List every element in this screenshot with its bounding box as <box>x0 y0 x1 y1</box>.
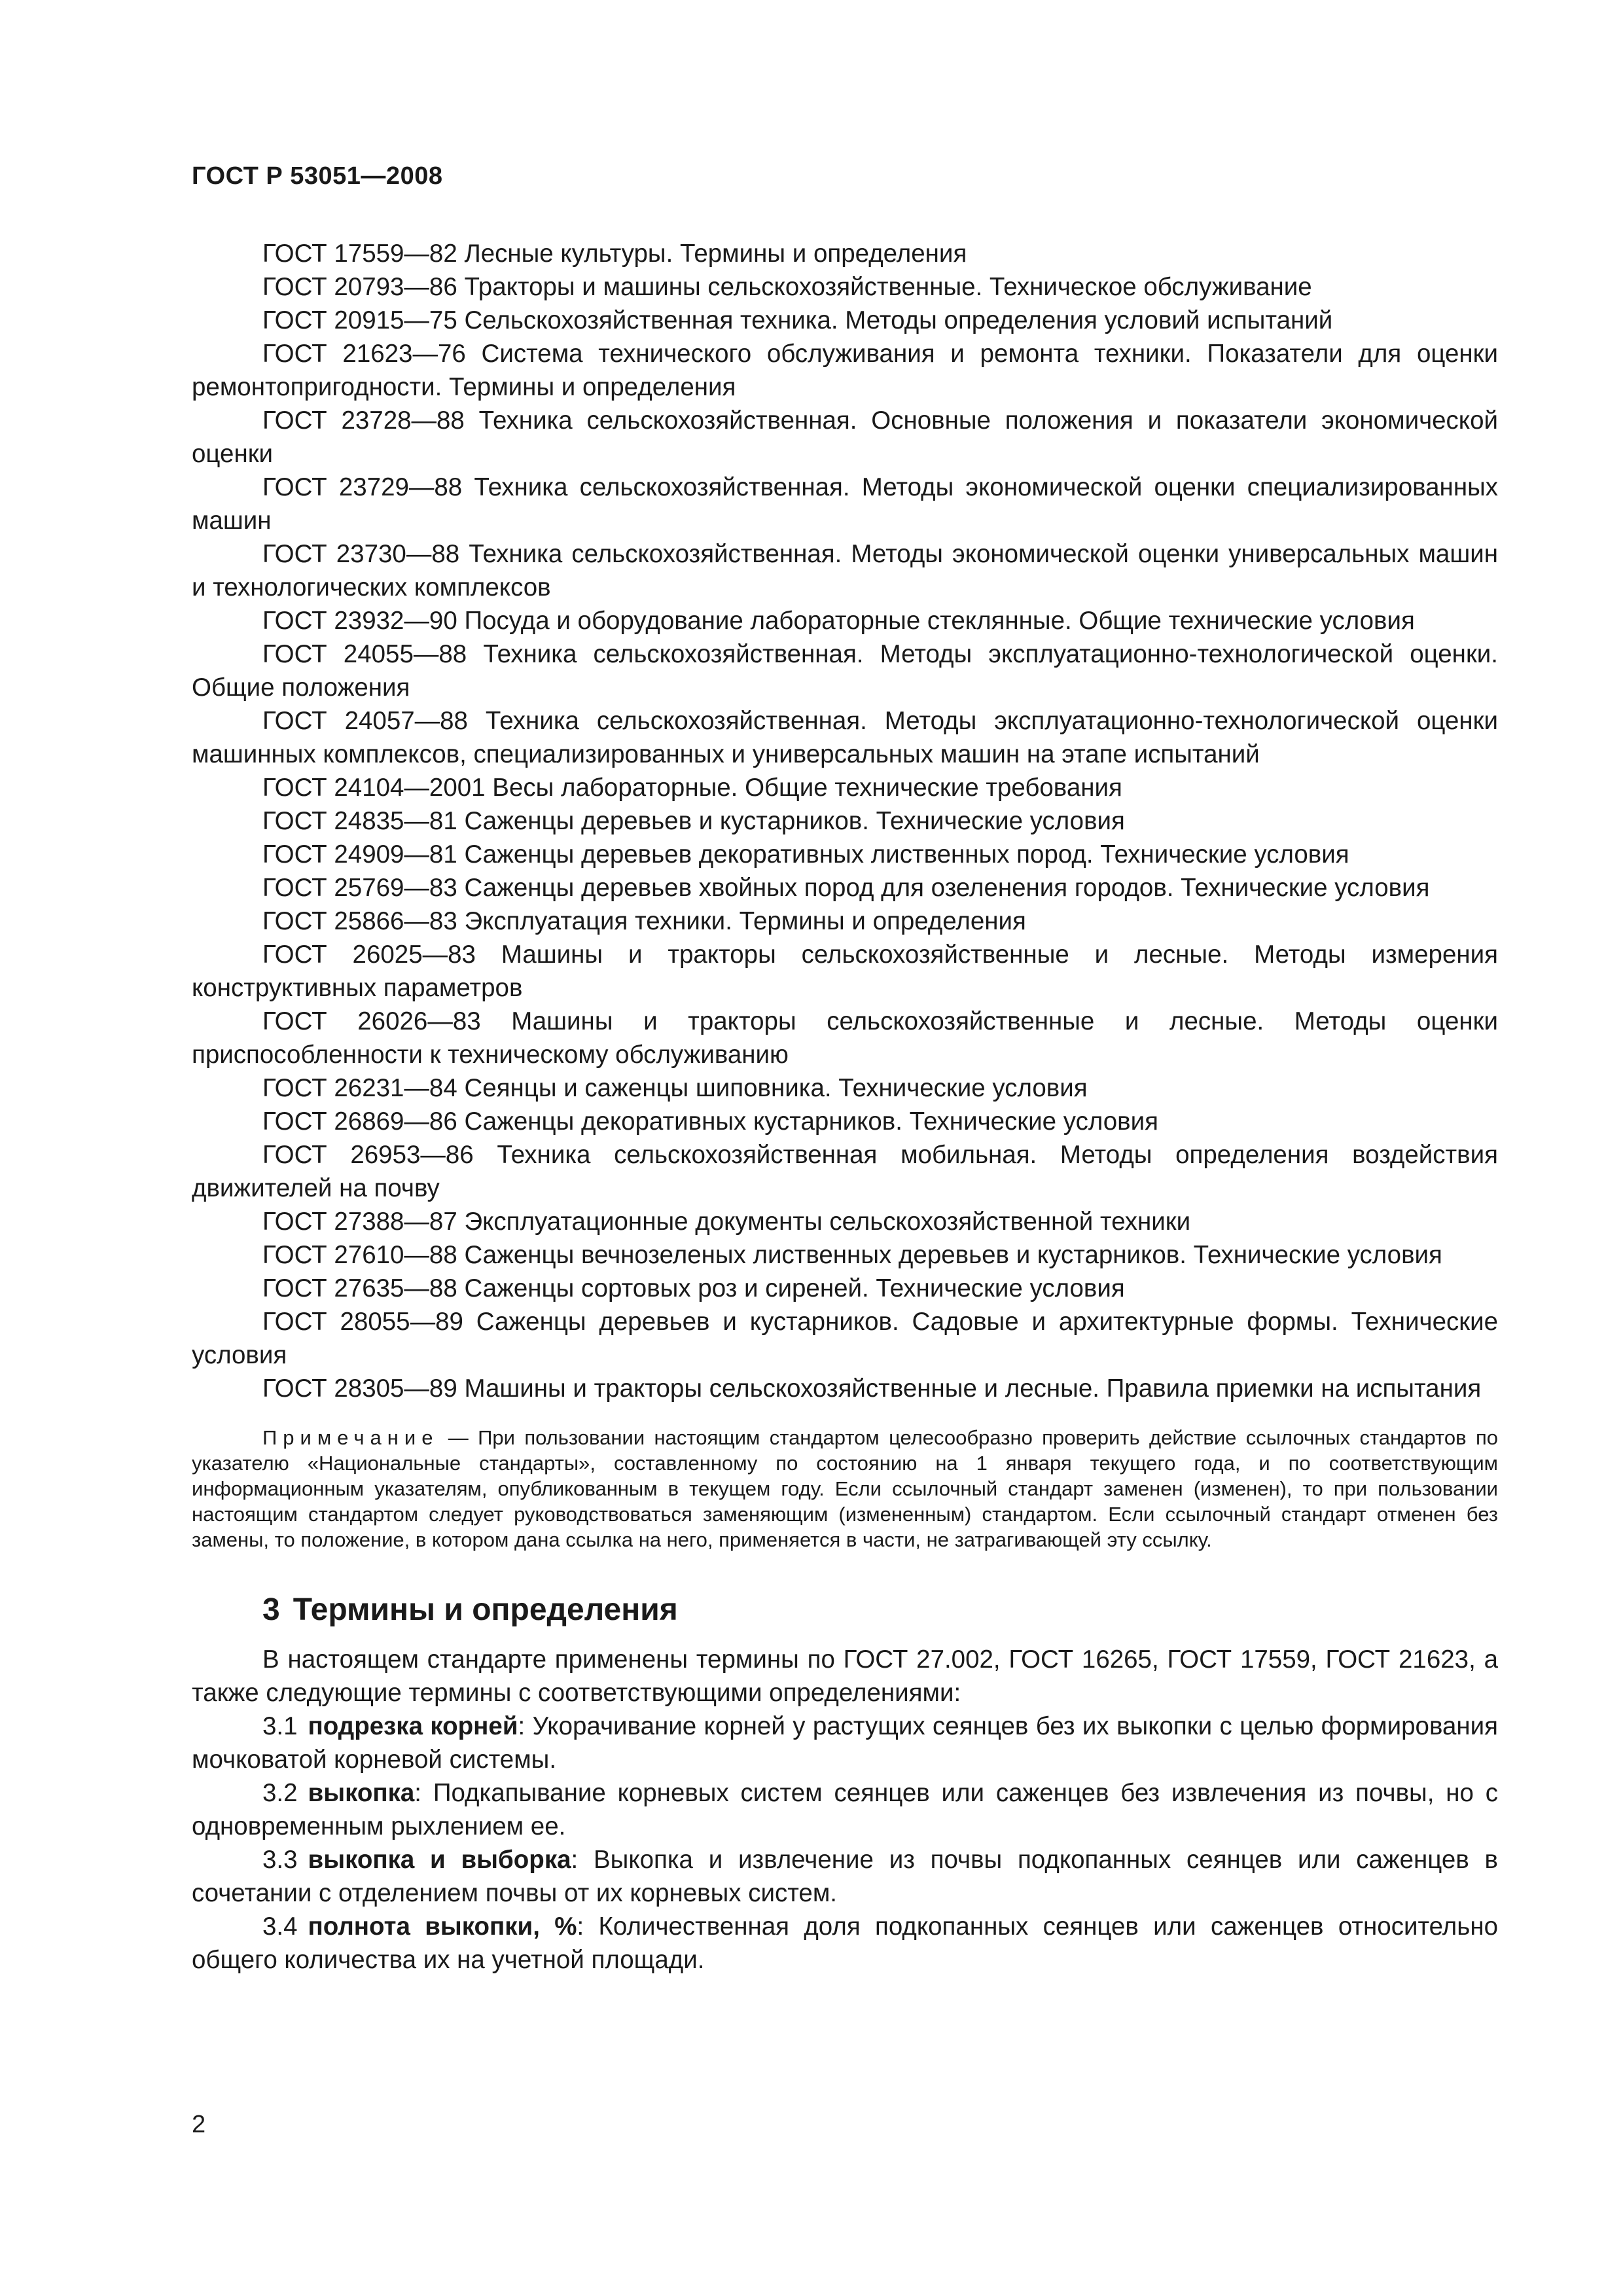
term-name: выкопка <box>308 1779 415 1807</box>
term-number: 3.2 <box>262 1779 298 1807</box>
reference-item: ГОСТ 23932—90 Посуда и оборудование лабораторные стеклянные. Общие технические условия <box>262 607 1415 635</box>
term-definition <box>192 1776 1498 1843</box>
term-number: 3.1 <box>262 1712 298 1740</box>
reference-item: ГОСТ 23730—88 Техника сельскохозяйственная. Методы экономической оценки универсальных машин и технологических комплексов <box>192 540 1498 601</box>
reference-item: ГОСТ 20793—86 Тракторы и машины сельскохозяйственные. Техническое обслуживание <box>262 273 1312 301</box>
section-heading <box>192 1590 1498 1630</box>
reference-item: ГОСТ 24835—81 Саженцы деревьев и кустарников. Технические условия <box>262 807 1125 835</box>
reference-item: ГОСТ 17559—82 Лесные культуры. Термины и определения <box>262 240 967 268</box>
reference-item: ГОСТ 28055—89 Саженцы деревьев и кустарников. Садовые и архитектурные формы. Технические условия <box>192 1308 1498 1369</box>
reference-item: ГОСТ 27610—88 Саженцы вечнозеленых лиственных деревьев и кустарников. Технические условия <box>262 1241 1442 1269</box>
section-intro: В настоящем стандарте применены термины по ГОСТ 27.002, ГОСТ 16265, ГОСТ 17559, ГОСТ 21623, а также следующие термины с соответствующими определениями: <box>192 1645 1498 1707</box>
page-content <box>192 237 1498 1977</box>
note-paragraph <box>192 1425 1498 1552</box>
reference-item: ГОСТ 27388—87 Эксплуатационные документы сельскохозяйственной техники <box>262 1208 1191 1236</box>
reference-item: ГОСТ 26025—83 Машины и тракторы сельскохозяйственные и лесные. Методы измерения конструктивных параметров <box>192 941 1498 1002</box>
term-number: 3.4 <box>262 1912 298 1941</box>
reference-item: ГОСТ 23728—88 Техника сельскохозяйственная. Основные положения и показатели экономической оценки <box>192 406 1498 468</box>
reference-item: ГОСТ 24909—81 Саженцы деревьев декоративных лиственных пород. Технические условия <box>262 840 1349 869</box>
reference-item: ГОСТ 26231—84 Сеянцы и саженцы шиповника. Технические условия <box>262 1074 1088 1102</box>
term-definition <box>192 1710 1498 1776</box>
term-definition <box>192 1910 1498 1977</box>
reference-item: ГОСТ 21623—76 Система технического обслуживания и ремонта техники. Показатели для оценки ремонтопригодности. Термины и определения <box>192 340 1498 401</box>
document-header: ГОСТ Р 53051—2008 <box>192 162 443 190</box>
term-name: полнота выкопки, % <box>308 1912 577 1941</box>
term-text: : Укорачивание корней у растущих сеянцев без их выкопки с целью формирования мочковатой корневой системы. <box>192 1712 1498 1774</box>
term-text: : Количественная доля подкопанных сеянцев или саженцев относительно общего количества их на учетной площади. <box>192 1912 1498 1974</box>
reference-item: ГОСТ 24057—88 Техника сельскохозяйственная. Методы эксплуатационно-технологической оценки машинных комплексов, специализированных и универсальных машин на этапе испытаний <box>192 707 1498 768</box>
reference-list <box>192 237 1498 1405</box>
reference-item: ГОСТ 23729—88 Техника сельскохозяйственная. Методы экономической оценки специализированных машин <box>192 473 1498 535</box>
page-number: 2 <box>192 2111 206 2138</box>
reference-item: ГОСТ 26953—86 Техника сельскохозяйственная мобильная. Методы определения воздействия движителей на почву <box>192 1141 1498 1202</box>
term-name: выкопка и выборка <box>308 1846 571 1874</box>
term-text: : Подкапывание корневых систем сеянцев или саженцев без извлечения из почвы, но с одновременным рыхлением ее. <box>192 1779 1498 1840</box>
reference-item: ГОСТ 27635—88 Саженцы сортовых роз и сиреней. Технические условия <box>262 1274 1125 1302</box>
reference-item: ГОСТ 28305—89 Машины и тракторы сельскохозяйственные и лесные. Правила приемки на испытания <box>262 1374 1482 1403</box>
term-name: подрезка корней <box>308 1712 518 1740</box>
term-text: : Выкопка и извлечение из почвы подкопанных сеянцев или саженцев в сочетании с отделением почвы от их корневых систем. <box>192 1846 1498 1907</box>
reference-item: ГОСТ 26869—86 Саженцы декоративных кустарников. Технические условия <box>262 1107 1158 1136</box>
reference-item: ГОСТ 26026—83 Машины и тракторы сельскохозяйственные и лесные. Методы оценки приспособленности к техническому обслуживанию <box>192 1007 1498 1069</box>
reference-item: ГОСТ 20915—75 Сельскохозяйственная техника. Методы определения условий испытаний <box>262 306 1333 334</box>
note-text: — При пользовании настоящим стандартом целесообразно проверить действие ссылочных стандартов по указателю «Национальные стандарты», составленному по состоянию на 1 января текущего года, и по соответствующим информационным указателям, опубликованным в текущем году. Если ссылочный стандарт заменен (изменен), то при пользовании настоящим стандартом следует руководствоваться заменяющим (измененным) стандартом. Если ссылочный стандарт отменен без замены, то положение, в котором дана ссылка на него, применяется в части, не затрагивающей эту ссылку. <box>192 1426 1498 1551</box>
reference-item: ГОСТ 25866—83 Эксплуатация техники. Термины и определения <box>262 907 1026 935</box>
note-label: Примечание <box>262 1426 439 1449</box>
term-definition <box>192 1843 1498 1910</box>
section-title: Термины и определения <box>293 1592 678 1627</box>
reference-item: ГОСТ 24055—88 Техника сельскохозяйственная. Методы эксплуатационно-технологической оценки. Общие положения <box>192 640 1498 702</box>
section-number: 3 <box>262 1592 280 1627</box>
term-number: 3.3 <box>262 1846 298 1874</box>
reference-item: ГОСТ 24104—2001 Весы лабораторные. Общие технические требования <box>262 774 1122 802</box>
reference-item: ГОСТ 25769—83 Саженцы деревьев хвойных пород для озеленения городов. Технические условия <box>262 874 1430 902</box>
